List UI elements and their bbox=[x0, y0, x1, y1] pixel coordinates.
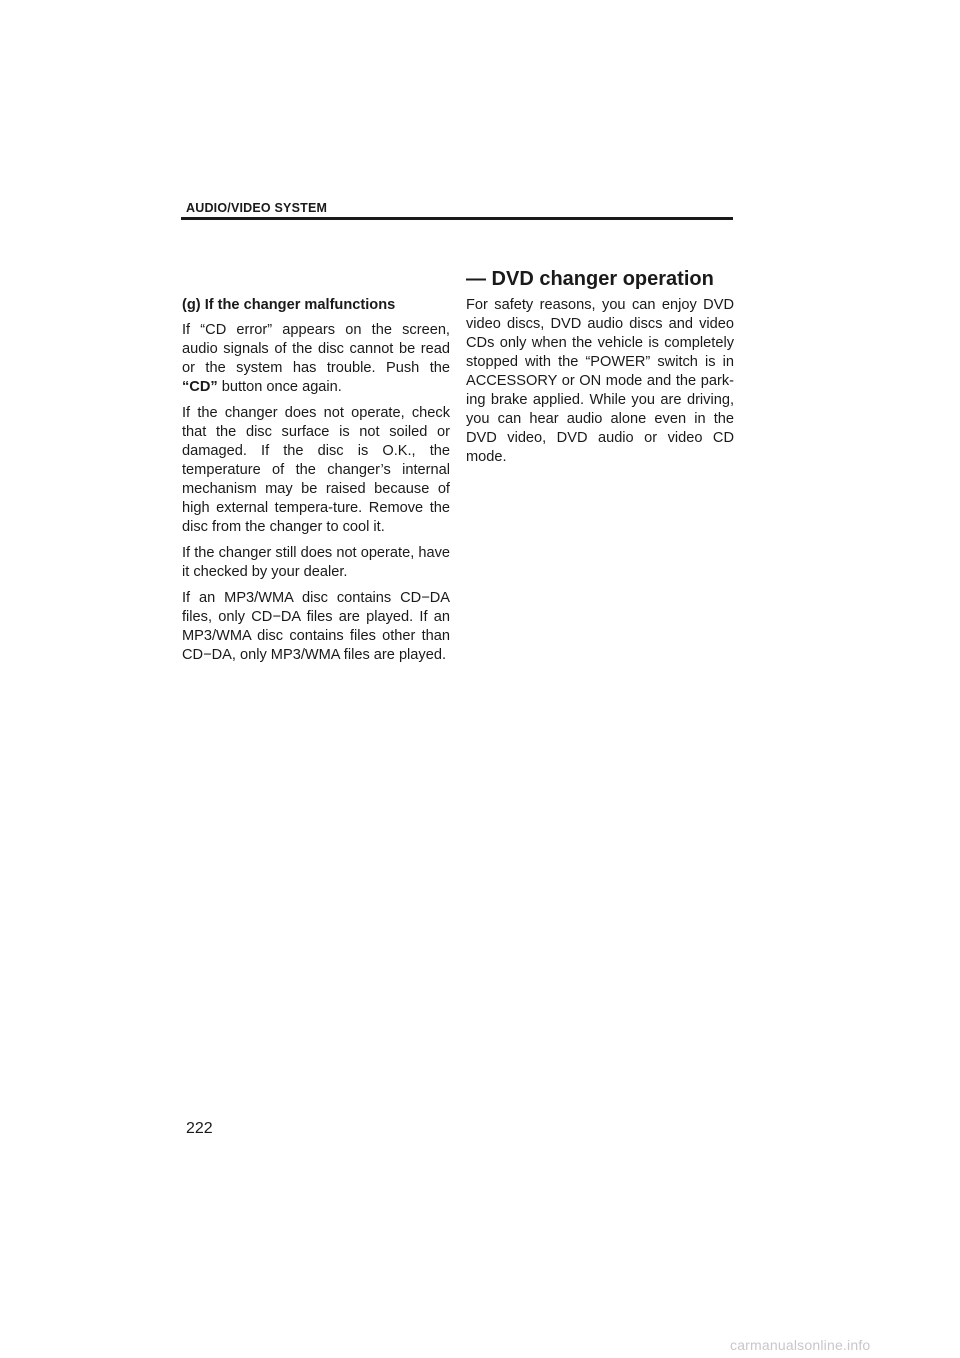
paragraph-dealer-check: If the changer still does not operate, have it checked by your dealer. bbox=[182, 545, 450, 580]
paragraph-cd-error-text-2: button once again. bbox=[217, 379, 342, 395]
footer-watermark[interactable]: carmanualsonline.info bbox=[730, 1337, 871, 1353]
paragraph-changer-not-operate: If the changer does not operate, check that the disc surface is not soiled or damaged. If the disc is O.K., the temperature of the changer’s internal mechanism may be raised because of high external tempera-ture. Remove the disc from the changer to cool it. bbox=[182, 405, 450, 535]
right-column bbox=[466, 296, 734, 474]
paragraph-cd-error bbox=[182, 321, 450, 397]
section-title: — DVD changer operation bbox=[466, 268, 714, 290]
paragraph-safety-reasons: For safety reasons, you can enjoy DVD video discs, DVD audio discs and video CDs only when the vehicle is completely stopped with the “POWER” switch is in ACCESSORY or ON mode and the park-ing brake applied. While you are driving, you can hear audio alone even in the DVD video, DVD audio or video CD mode. bbox=[466, 297, 734, 465]
header-rule bbox=[181, 217, 733, 220]
cd-button-label: “CD” bbox=[182, 379, 218, 395]
paragraph-mp3-wma: If an MP3/WMA disc contains CD−DA files, only CD−DA files are played. If an MP3/WMA disc contains files other than CD−DA, only MP3/WMA files are played. bbox=[182, 590, 450, 663]
paragraph-cd-error-text-1: If “CD error” appears on the screen, audio signals of the disc cannot be read or the system has trouble. Push the bbox=[182, 322, 450, 376]
page-header: AUDIO/VIDEO SYSTEM bbox=[186, 201, 328, 215]
left-column bbox=[182, 296, 450, 672]
page-number: 222 bbox=[186, 1120, 213, 1137]
subheading-changer-malfunctions: (g) If the changer malfunctions bbox=[182, 297, 396, 313]
